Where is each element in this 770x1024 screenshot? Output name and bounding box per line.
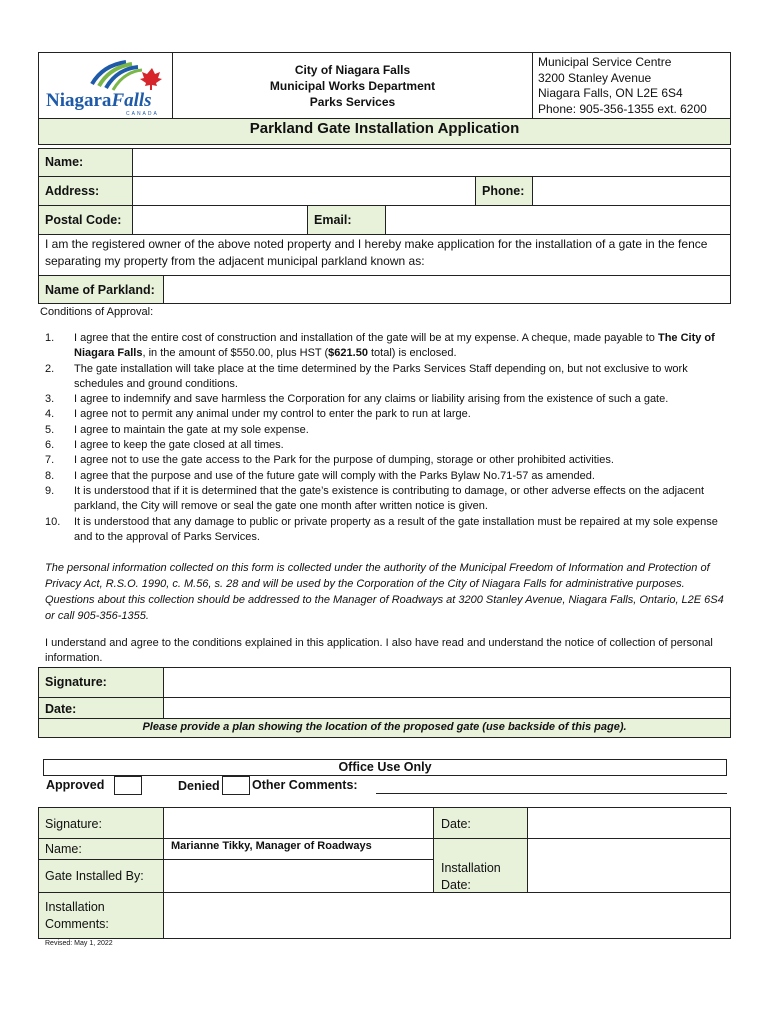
department-line-3: Parks Services [309, 95, 396, 109]
address-line-2: 3200 Stanley Avenue [538, 70, 652, 85]
conditions-heading: Conditions of Approval: [40, 306, 154, 318]
parkland-label: Name of Parkland: [45, 283, 155, 297]
condition-item [45, 438, 725, 453]
condition-number: 1. [45, 332, 55, 344]
form-title: Parkland Gate Installation Application [249, 120, 520, 137]
installation-comments-label-line: Installation [45, 900, 105, 914]
condition-number: 6. [45, 439, 55, 452]
condition-number: 4. [45, 408, 55, 421]
postal-label: Postal Code: [45, 213, 122, 227]
address-label: Address: [45, 184, 100, 198]
logo-falls: Falls [111, 90, 152, 111]
department-line-2: Municipal Works Department [269, 79, 436, 93]
email-label: Email: [314, 213, 352, 227]
condition-item [45, 407, 725, 422]
revised-date: Revised: May 1, 2022 [45, 940, 113, 947]
maple-leaf-icon [140, 68, 162, 90]
denied-label: Denied [178, 779, 220, 793]
logo-canada: CANADA [126, 111, 159, 117]
logo-niagara: Niagara [46, 90, 112, 111]
header-divider-right [532, 52, 533, 119]
denied-checkbox[interactable] [222, 776, 250, 795]
postal-input[interactable] [132, 205, 308, 235]
office-date-label: Date: [441, 817, 471, 831]
condition-number: 3. [45, 393, 55, 406]
plan-note: Please provide a plan showing the location of the proposed gate (use backside of this page). [142, 721, 627, 733]
address-line-3: Niagara Falls, ON L2E 6S4 [538, 86, 683, 100]
condition-text: , in the amount of $550.00, plus HST ( [142, 347, 329, 360]
office-name-value: Marianne Tikky, Manager of Roadways [171, 840, 372, 852]
condition-item [45, 392, 725, 407]
condition-item [45, 453, 725, 468]
condition-bold: The City of Niagara Falls [74, 332, 715, 360]
condition-text: It is understood that if it is determined that the gate’s existence is contributing to damage, or other adverse effects on the adjacent parkland, the City will remove or seal the gate one month after written notice is given. [74, 484, 705, 513]
installation-date-label [441, 860, 501, 894]
condition-number: 9. [45, 484, 55, 497]
condition-number: 7. [45, 454, 55, 467]
other-comments-label: Other Comments: [252, 778, 358, 792]
address-block [538, 55, 707, 117]
condition-item [45, 515, 725, 546]
address-input[interactable] [132, 176, 476, 206]
installation-comments-input[interactable] [163, 892, 731, 939]
date-label: Date: [45, 702, 77, 716]
condition-text: I agree to keep the gate closed at all times. [74, 439, 284, 452]
office-signature-input[interactable] [163, 807, 434, 839]
installation-comments-label [45, 899, 109, 933]
date-input[interactable] [163, 697, 731, 719]
address-line-1: Municipal Service Centre [538, 55, 672, 69]
department-line-1: City of Niagara Falls [294, 63, 411, 77]
condition-item [45, 484, 725, 515]
address-line-4: Phone: 905-356-1355 ext. 6200 [538, 101, 707, 116]
phone-label: Phone: [482, 184, 525, 198]
approved-label: Approved [46, 778, 105, 792]
office-name-label: Name: [45, 842, 82, 856]
condition-item [45, 362, 725, 393]
condition-text: I agree not to permit any animal under my control to enter the park to run at large. [74, 408, 471, 421]
condition-text: I agree that the purpose and use of the future gate will comply with the Parks Bylaw No.71-57 as amended. [74, 469, 595, 482]
privacy-notice: The personal information collected on this form is collected under the authority of the Municipal Freedom of Information and Protection of Privacy Act, R.S.O. 1990, c. M.56, s. 28 and will be used by the Corporation of the City of Niagara Falls for administrative purposes. Questions about this collection should be addressed to the Manager of Roadways at 3200 Stanley Avenue, Niagara Falls, Ontario, L2E 6S4 or call 905-356-1355. [45, 562, 724, 622]
office-heading: Office Use Only [338, 760, 432, 774]
condition-number: 8. [45, 469, 55, 482]
installation-date-input[interactable] [527, 838, 731, 893]
condition-text: It is understood that any damage to public or private property as a result of the gate installation must be repaired at my sole expense and to the approval of Parks Services. [74, 515, 718, 543]
condition-number: 10. [45, 515, 61, 528]
condition-text: I agree to maintain the gate at my sole expense. [74, 423, 309, 436]
email-input[interactable] [385, 205, 731, 235]
installation-comments-label-line: Comments: [45, 917, 109, 931]
office-date-input[interactable] [527, 807, 731, 839]
condition-number: 2. [45, 362, 55, 375]
condition-item [45, 469, 725, 484]
signature-label: Signature: [45, 675, 107, 689]
condition-number: 5. [45, 423, 55, 436]
condition-text: The gate installation will take place at the time determined by the Parks Services Staff depending on, but not exclusive to work schedules and ground conditions. [74, 362, 688, 390]
condition-text: I agree to indemnify and save harmless the Corporation for any claims or liability arising from the existence of such a gate. [74, 393, 669, 406]
condition-item [45, 423, 725, 438]
department-block [173, 62, 532, 110]
approved-checkbox[interactable] [114, 776, 142, 795]
installation-date-label-line: Date: [441, 878, 471, 892]
condition-text: total) is enclosed. [367, 347, 457, 360]
installed-by-label: Gate Installed By: [45, 869, 144, 883]
parkland-input[interactable] [163, 275, 731, 304]
declaration-text: I am the registered owner of the above noted property and I hereby make application for the installation of a gate in the fence separating my property from the adjacent municipal parkland known as: [45, 237, 708, 268]
installation-date-label-line: Installation [441, 861, 501, 875]
phone-input[interactable] [532, 176, 731, 206]
name-input[interactable] [132, 148, 731, 177]
name-label: Name: [45, 155, 84, 169]
office-signature-label: Signature: [45, 817, 102, 831]
condition-bold: $621.50 [328, 347, 368, 360]
agreement-text: I understand and agree to the conditions explained in this application. I also have read and understand the notice of collection of personal information. [45, 637, 713, 665]
installed-by-input[interactable] [163, 859, 434, 893]
condition-text: I agree not to use the gate access to the Park for the purpose of dumping, storage or other prohibited activities. [74, 454, 614, 467]
condition-item [45, 331, 725, 362]
city-logo [42, 56, 168, 116]
other-comments-line[interactable] [376, 793, 727, 794]
conditions-list [45, 331, 725, 545]
signature-input[interactable] [163, 667, 731, 698]
condition-text: I agree that the entire cost of construction and installation of the gate will be at my expense. A cheque, made payable to [74, 332, 658, 344]
